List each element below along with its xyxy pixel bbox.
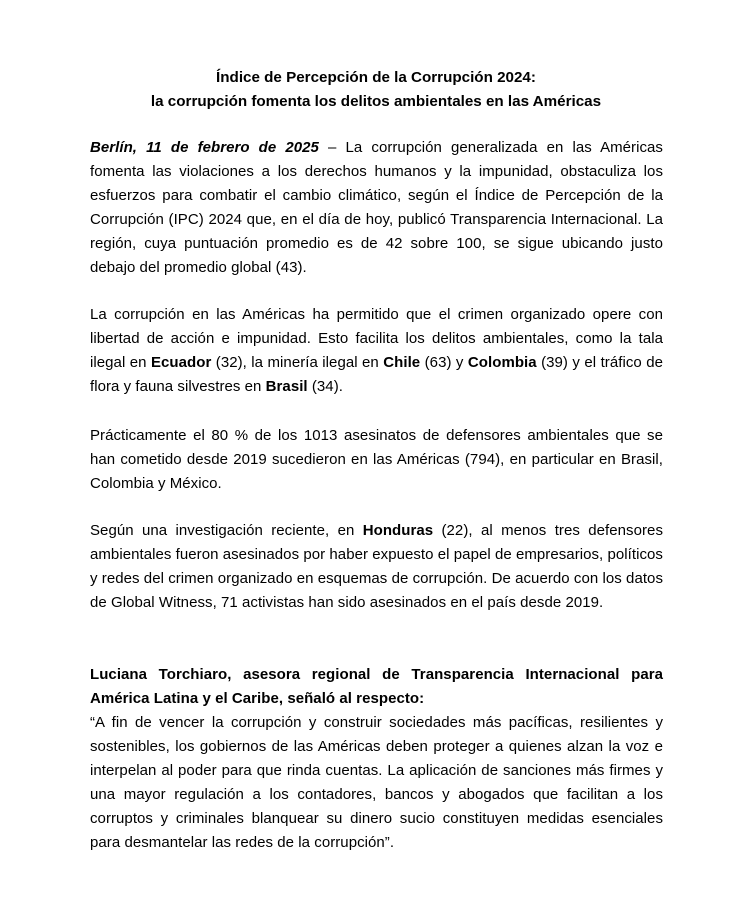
paragraph-honduras: [90, 519, 663, 615]
title-line-1: Índice de Percepción de la Corrupción 2024:: [216, 69, 536, 86]
paragraph-intro-text: – La corrupción generalizada en las Américas fomenta las violaciones a los derechos humanos y la impunidad, obstaculiza los esfuerzos para combatir el cambio climático, según el Índice de Percepción de la Corrupción (IPC) 2024 que, en el día de hoy, publicó Transparencia Internacional. La región, cuya puntuación promedio es de 42 sobre 100, se sigue ubicando justo debajo del promedio global (43).: [90, 139, 663, 276]
quote-attribution: [90, 663, 663, 711]
quote-attribution-text: Luciana Torchiaro, asesora regional de Transparencia Internacional para América Latina y el Caribe, señaló al respecto:: [90, 666, 663, 707]
text-segment: (32), la minería ilegal en: [211, 354, 384, 371]
paragraph-intro: [90, 136, 663, 280]
paragraph-murders: Prácticamente el 80 % de los 1013 asesinatos de defensores ambientales que se han cometido desde 2019 sucedieron en las Américas (794), en particular en Brasil, Colombia y México.: [90, 427, 663, 492]
country-ecuador: Ecuador: [150, 354, 212, 371]
country-colombia: Colombia: [467, 354, 537, 371]
country-honduras: Honduras: [362, 522, 434, 539]
text-segment: Según una investigación reciente, en: [90, 522, 363, 539]
document-title: [90, 66, 662, 114]
text-segment: (34).: [307, 378, 343, 395]
quote-paragraph: “A fin de vencer la corrupción y construir sociedades más pacíficas, resilientes y sostenibles, los gobiernos de las Américas deben proteger a quienes alzan la voz e interpelan al poder para que rinda cuentas. La aplicación de sanciones más firmes y una mayor regulación a los contadores, bancos y abogados que facilitan a los corruptos y criminales blanquear su dinero sucio constituyen medidas esenciales para desmantelar las redes de la corrupción”.: [90, 714, 663, 851]
text-segment: La corrupción en las Américas ha permitido que el crimen organizado opere con libertad de acción e impunidad. Esto facilita los delitos ambientales, como la tala ilegal en: [90, 306, 663, 371]
text-segment: (39) y el tráfico de flora y fauna silvestres en: [90, 354, 663, 395]
paragraph-organized-crime: [90, 303, 663, 399]
text-segment: (63) y: [420, 354, 468, 371]
title-line-2: la corrupción fomenta los delitos ambientales en las Américas: [150, 93, 602, 110]
dateline: Berlín, 11 de febrero de 2025: [90, 139, 319, 156]
country-brasil: Brasil: [265, 378, 308, 395]
text-segment: (22), al menos tres defensores ambientales fueron asesinados por haber expuesto el papel de empresarios, políticos y redes del crimen organizado en esquemas de corrupción. De acuerdo con los datos de Global Witness, 71 activistas han sido asesinados en el país desde 2019.: [90, 522, 663, 611]
country-chile: Chile: [383, 354, 421, 371]
